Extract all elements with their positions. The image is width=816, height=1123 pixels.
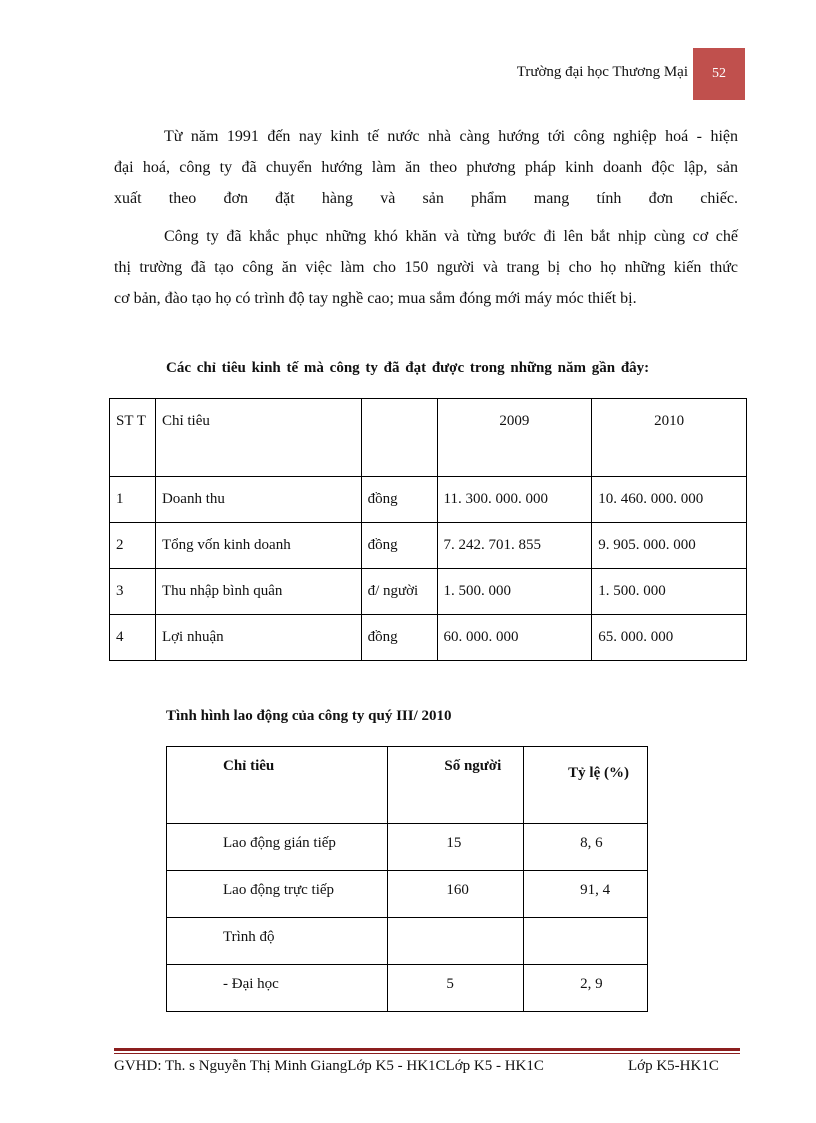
header-cell: Số người	[388, 747, 524, 824]
labor-situation-table	[166, 746, 648, 1012]
paragraph-1	[114, 121, 738, 214]
table-cell: 65. 000. 000	[592, 615, 747, 661]
header-cell: Chỉ tiêu	[155, 399, 361, 477]
table-cell: 60. 000. 000	[437, 615, 592, 661]
table1-caption: Các chỉ tiêu kinh tế mà công ty đã đạt được trong những năm gần đây:	[166, 360, 650, 376]
table-cell: 1. 500. 000	[592, 569, 747, 615]
table-row	[110, 569, 747, 615]
paragraph-line: xuất theo đơn đặt hàng và sản phẩm mang tính đơn chiếc.	[114, 190, 738, 207]
table-cell: Tổng vốn kinh doanh	[155, 523, 361, 569]
table-cell: 2, 9	[524, 965, 648, 1012]
table-header-row	[167, 747, 648, 824]
economic-indicators-table	[109, 398, 747, 661]
page-number-badge: 52	[693, 48, 745, 100]
paragraph-text: Công ty đã khắc phục những khó khăn và từng bước đi lên bắt nhịp cùng cơ chế	[164, 228, 738, 245]
table-cell	[524, 918, 648, 965]
header-cell	[524, 747, 648, 824]
table-cell: 10. 460. 000. 000	[592, 477, 747, 523]
table-cell: 15	[388, 824, 524, 871]
paragraph-line: đại hoá, công ty đã chuyển hướng làm ăn theo phương pháp kinh doanh độc lập, sản	[114, 159, 738, 176]
table-cell: Doanh thu	[155, 477, 361, 523]
table-cell: 3	[110, 569, 156, 615]
table-row	[110, 615, 747, 661]
table-cell: đồng	[361, 523, 437, 569]
header-cell: 2009	[437, 399, 592, 477]
table-cell: 91, 4	[524, 871, 648, 918]
paragraph-2	[114, 221, 738, 314]
header-cell-text: Tỷ lệ (%)	[568, 765, 629, 781]
paragraph-line: thị trường đã tạo công ăn việc làm cho 150 người và trang bị cho họ những kiến thức	[114, 259, 738, 276]
table-cell: đồng	[361, 477, 437, 523]
table-cell: 7. 242. 701. 855	[437, 523, 592, 569]
table2-caption: Tình hình lao động của công ty quý III/ 2010	[166, 708, 452, 724]
header-cell: ST T	[110, 399, 156, 477]
footer-divider-thin	[114, 1053, 740, 1054]
paragraph-line: cơ bản, đào tạo họ có trình độ tay nghề cao; mua sắm đóng mới máy móc thiết bị.	[114, 290, 637, 307]
paragraph-text: Từ năm 1991 đến nay kinh tế nước nhà càng hướng tới công nghiệp hoá - hiện	[164, 128, 738, 145]
table-cell: 5	[388, 965, 524, 1012]
table-cell: Lợi nhuận	[155, 615, 361, 661]
table-row	[167, 965, 648, 1012]
table-row	[167, 918, 648, 965]
footer-divider	[114, 1048, 740, 1051]
table-row	[110, 523, 747, 569]
table-cell: Lao động trực tiếp	[167, 871, 388, 918]
footer-class: Lớp K5-HK1C	[628, 1058, 719, 1074]
table-cell: đồng	[361, 615, 437, 661]
table-row	[167, 824, 648, 871]
table-cell: 160	[388, 871, 524, 918]
header-cell: Chỉ tiêu	[167, 747, 388, 824]
table-cell: 4	[110, 615, 156, 661]
header-cell: 2010	[592, 399, 747, 477]
paragraph-line	[114, 121, 738, 152]
table-cell: 8, 6	[524, 824, 648, 871]
table-cell	[388, 918, 524, 965]
table-cell: 9. 905. 000. 000	[592, 523, 747, 569]
table-cell: - Đại học	[167, 965, 388, 1012]
table-row	[167, 871, 648, 918]
header-school-name: Trường đại học Thương Mại	[516, 64, 688, 80]
table-cell: 11. 300. 000. 000	[437, 477, 592, 523]
table-cell: Thu nhập bình quân	[155, 569, 361, 615]
footer-instructor: GVHD: Th. s Nguyễn Thị Minh GiangLớp K5 - HK1CLớp K5 - HK1C	[114, 1058, 544, 1074]
table-cell: 1. 500. 000	[437, 569, 592, 615]
table-header-row	[110, 399, 747, 477]
table-row	[110, 477, 747, 523]
table-cell: 2	[110, 523, 156, 569]
table-cell: Lao động gián tiếp	[167, 824, 388, 871]
table-cell: đ/ người	[361, 569, 437, 615]
header-cell	[361, 399, 437, 477]
table-cell: 1	[110, 477, 156, 523]
paragraph-line	[114, 221, 738, 252]
table-cell: Trình độ	[167, 918, 388, 965]
